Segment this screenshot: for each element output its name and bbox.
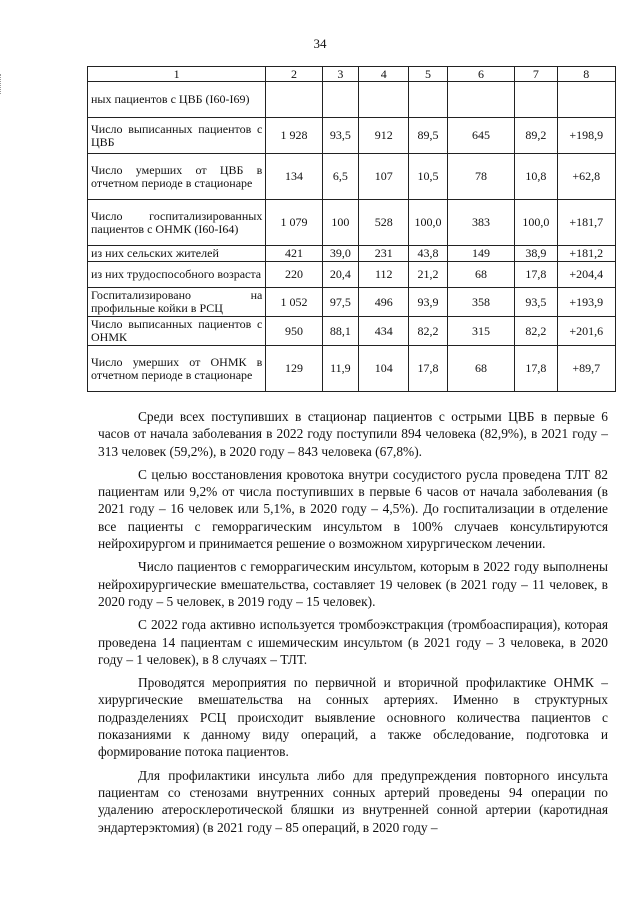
table-cell: 68 xyxy=(447,262,515,288)
table-cell: +198,9 xyxy=(557,118,616,154)
table-cell: 100 xyxy=(322,200,358,246)
table-cell: 950 xyxy=(266,317,322,346)
paragraph: Среди всех поступивших в стационар пациентов с острыми ЦВБ в первые 6 часов от начала заболевания в 2022 году поступили 894 человека (82,9%), в 2021 году – 313 человек (59,2%), в 2020 году – 843 человека (67,8%). xyxy=(98,409,608,459)
table-cell: 912 xyxy=(359,118,409,154)
table-cell: +89,7 xyxy=(557,346,616,392)
paragraph: С 2022 года активно используется тромбоэкстракция (тромбоаспирация), которая проведена 14 пациентам с ишемическим инсультом (в 2021 году – 3 человека, в 2020 году – 1 человек), в 8 случаях – ТЛТ. xyxy=(98,617,608,667)
table-cell: 496 xyxy=(359,288,409,317)
margin-mark xyxy=(0,74,9,94)
table-cell xyxy=(322,82,358,118)
table-cell: 421 xyxy=(266,246,322,262)
table-cell: +62,8 xyxy=(557,154,616,200)
table-cell: 1 928 xyxy=(266,118,322,154)
table-cell: 11,9 xyxy=(322,346,358,392)
row-label: из них трудоспособного возраста xyxy=(88,262,266,288)
table-cell xyxy=(266,82,322,118)
table-cell: 93,5 xyxy=(515,288,557,317)
row-label: Число умерших от ОНМК в отчетном периоде в стационаре xyxy=(88,346,266,392)
table-cell: 78 xyxy=(447,154,515,200)
paragraph: Проводятся мероприятия по первичной и вторичной профилактике ОНМК – хирургические вмешательства на сонных артериях. Именно в структурных подразделениях РСЦ происходит выявление основного количества пациентов с показаниями к данному виду операций, а также обследование, подготовка и формирование потока пациентов. xyxy=(98,675,608,760)
table-row xyxy=(88,346,616,392)
table-cell: 10,5 xyxy=(409,154,447,200)
table-row xyxy=(88,118,616,154)
row-label: ных пациентов с ЦВБ (I60-I69) xyxy=(88,82,266,118)
column-header: 1 xyxy=(88,67,266,82)
table-cell: 17,8 xyxy=(515,262,557,288)
statistics-table xyxy=(87,66,616,392)
table-cell xyxy=(447,82,515,118)
column-header: 2 xyxy=(266,67,322,82)
table-row xyxy=(88,246,616,262)
table-cell: +181,7 xyxy=(557,200,616,246)
row-label: Число выписанных пациентов с ЦВБ xyxy=(88,118,266,154)
table-cell: 134 xyxy=(266,154,322,200)
table-cell: 434 xyxy=(359,317,409,346)
paragraph: С целью восстановления кровотока внутри сосудистого русла проведена ТЛТ 82 пациентам или 9,2% от числа поступивших в первые 6 часов от начала заболевания (в 2021 году – 16 человек или 5,1%, в 2020 году – 4,5%). До госпитализации в отделение все пациенты с геморрагическим инсультом в 100% случаев консультируются нейрохирургом и принимается решение о возможном хирургическом лечении. xyxy=(98,466,608,552)
table-cell xyxy=(409,82,447,118)
table-cell: 100,0 xyxy=(409,200,447,246)
table-row xyxy=(88,262,616,288)
paragraph: Число пациентов с геморрагическим инсультом, которым в 2022 году выполнены нейрохирургические вмешательства, составляет 19 человек (в 2021 году – 11 человек, в 2020 году – 5 человек, в 2019 году – 15 человек). xyxy=(98,559,608,609)
table-cell: 93,5 xyxy=(322,118,358,154)
table-cell: 315 xyxy=(447,317,515,346)
table-cell: 104 xyxy=(359,346,409,392)
paragraph: Для профилактики инсульта либо для предупреждения повторного инсульта пациентам со стенозами внутренних сонных артерий проведены 94 операции по удалению атеросклеротической бляшки из внутренней сонной артерии (каротидная эндартерэктомия) (в 2021 году – 85 операций, в 2020 году – xyxy=(98,767,608,835)
page-number: 34 xyxy=(313,36,327,51)
table-cell: 149 xyxy=(447,246,515,262)
table-cell: 43,8 xyxy=(409,246,447,262)
row-label: Госпитализировано на профильные койки в РСЦ xyxy=(88,288,266,317)
table-cell: 6,5 xyxy=(322,154,358,200)
table-cell: 38,9 xyxy=(515,246,557,262)
table-cell: 528 xyxy=(359,200,409,246)
body-text xyxy=(98,408,608,842)
row-label: из них сельских жителей xyxy=(88,246,266,262)
table-row xyxy=(88,200,616,246)
table-cell: 89,5 xyxy=(409,118,447,154)
table-cell xyxy=(557,82,616,118)
table-cell: 17,8 xyxy=(515,346,557,392)
table-cell: 129 xyxy=(266,346,322,392)
row-label: Число госпитализированных пациентов с ОНМК (I60-I64) xyxy=(88,200,266,246)
table-cell: 17,8 xyxy=(409,346,447,392)
table-cell: 645 xyxy=(447,118,515,154)
table-cell: 10,8 xyxy=(515,154,557,200)
table-cell: 112 xyxy=(359,262,409,288)
table-cell: 88,1 xyxy=(322,317,358,346)
table-cell: +181,2 xyxy=(557,246,616,262)
column-header: 3 xyxy=(322,67,358,82)
column-header: 8 xyxy=(557,67,616,82)
table-cell: 89,2 xyxy=(515,118,557,154)
table-cell: 383 xyxy=(447,200,515,246)
table-cell: 231 xyxy=(359,246,409,262)
table-cell: 220 xyxy=(266,262,322,288)
table-cell: 358 xyxy=(447,288,515,317)
table-cell: +204,4 xyxy=(557,262,616,288)
column-header: 5 xyxy=(409,67,447,82)
table-cell: 93,9 xyxy=(409,288,447,317)
table-cell: 21,2 xyxy=(409,262,447,288)
table-row xyxy=(88,317,616,346)
table-row xyxy=(88,288,616,317)
table-header-row xyxy=(88,67,616,82)
column-header: 7 xyxy=(515,67,557,82)
column-header: 4 xyxy=(359,67,409,82)
table-cell: 107 xyxy=(359,154,409,200)
table-cell: 82,2 xyxy=(515,317,557,346)
table-cell: 82,2 xyxy=(409,317,447,346)
table-cell: 100,0 xyxy=(515,200,557,246)
column-header: 6 xyxy=(447,67,515,82)
table-cell: 97,5 xyxy=(322,288,358,317)
table-cell: +201,6 xyxy=(557,317,616,346)
table-cell: 1 052 xyxy=(266,288,322,317)
row-label: Число выписанных пациентов с ОНМК xyxy=(88,317,266,346)
table-cell: +193,9 xyxy=(557,288,616,317)
table-cell: 68 xyxy=(447,346,515,392)
table-cell: 39,0 xyxy=(322,246,358,262)
table-cell xyxy=(359,82,409,118)
table-cell: 1 079 xyxy=(266,200,322,246)
row-label: Число умерших от ЦВБ в отчетном периоде в стационаре xyxy=(88,154,266,200)
table-cell: 20,4 xyxy=(322,262,358,288)
table-cell xyxy=(515,82,557,118)
table-row xyxy=(88,82,616,118)
table-row xyxy=(88,154,616,200)
